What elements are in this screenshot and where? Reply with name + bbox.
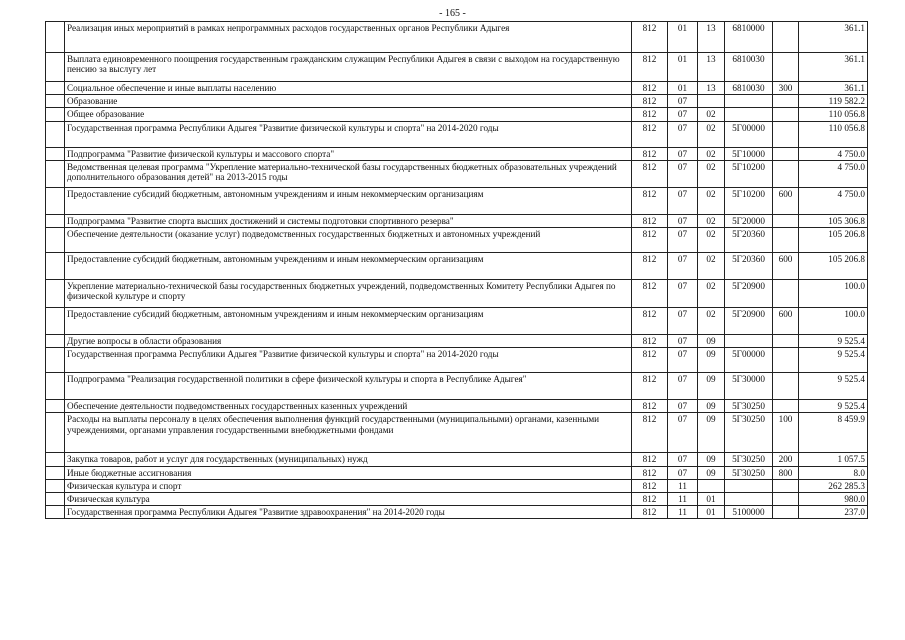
table-row <box>46 228 868 253</box>
cell-glav: 812 <box>632 187 668 214</box>
budget-table-body <box>46 22 868 519</box>
cell-expense-type: 800 <box>773 466 799 479</box>
cell-expense-type: 600 <box>773 253 799 280</box>
cell-target-article <box>725 108 773 121</box>
cell-target-article: 5Г30250 <box>725 466 773 479</box>
cell-amount: 110 056.8 <box>799 121 868 147</box>
cell-name: Государственная программа Республики Адыгея "Развитие здравоохранения" на 2014-2020 годы <box>65 506 632 519</box>
blank-cell <box>46 160 65 187</box>
cell-amount: 8.0 <box>799 466 868 479</box>
cell-subsection: 02 <box>698 253 725 280</box>
blank-cell <box>46 253 65 280</box>
cell-name: Расходы на выплаты персоналу в целях обеспечения выполнения функций государственными (муниципальными) органами, казенными учреждениями, органами управления государственными внебюджетными фондами <box>65 413 632 453</box>
cell-expense-type <box>773 160 799 187</box>
cell-amount: 110 056.8 <box>799 108 868 121</box>
table-row <box>46 506 868 519</box>
cell-target-article <box>725 95 773 108</box>
cell-section: 11 <box>668 479 698 492</box>
cell-subsection: 02 <box>698 121 725 147</box>
cell-expense-type: 600 <box>773 308 799 335</box>
cell-glav: 812 <box>632 214 668 227</box>
cell-section: 01 <box>668 82 698 95</box>
cell-expense-type: 100 <box>773 413 799 453</box>
cell-name: Закупка товаров, работ и услуг для государственных (муниципальных) нужд <box>65 453 632 466</box>
cell-target-article: 5Г30250 <box>725 400 773 413</box>
blank-cell <box>46 400 65 413</box>
cell-section: 07 <box>668 147 698 160</box>
cell-section: 07 <box>668 228 698 253</box>
cell-expense-type <box>773 335 799 348</box>
cell-amount: 980.0 <box>799 493 868 506</box>
blank-cell <box>46 95 65 108</box>
cell-subsection: 01 <box>698 493 725 506</box>
cell-amount: 1 057.5 <box>799 453 868 466</box>
cell-amount: 105 206.8 <box>799 253 868 280</box>
cell-amount: 119 582.2 <box>799 95 868 108</box>
cell-glav: 812 <box>632 413 668 453</box>
cell-subsection: 02 <box>698 187 725 214</box>
cell-subsection: 09 <box>698 453 725 466</box>
cell-name: Иные бюджетные ассигнования <box>65 466 632 479</box>
cell-target-article: 5Г00000 <box>725 348 773 373</box>
cell-expense-type <box>773 147 799 160</box>
blank-cell <box>46 453 65 466</box>
cell-expense-type <box>773 493 799 506</box>
cell-amount: 4 750.0 <box>799 147 868 160</box>
cell-section: 07 <box>668 400 698 413</box>
cell-subsection: 02 <box>698 147 725 160</box>
cell-section: 07 <box>668 373 698 400</box>
cell-glav: 812 <box>632 160 668 187</box>
cell-section: 07 <box>668 466 698 479</box>
cell-target-article: 5Г30250 <box>725 453 773 466</box>
cell-amount: 100.0 <box>799 308 868 335</box>
cell-amount: 4 750.0 <box>799 160 868 187</box>
cell-section: 07 <box>668 214 698 227</box>
cell-expense-type <box>773 280 799 308</box>
cell-name: Предоставление субсидий бюджетным, автономным учреждениям и иным некоммерческим организациям <box>65 253 632 280</box>
blank-cell <box>46 82 65 95</box>
cell-subsection <box>698 479 725 492</box>
cell-subsection: 01 <box>698 506 725 519</box>
cell-section: 11 <box>668 493 698 506</box>
blank-cell <box>46 121 65 147</box>
cell-glav: 812 <box>632 280 668 308</box>
cell-expense-type <box>773 348 799 373</box>
cell-target-article: 5Г20360 <box>725 228 773 253</box>
table-row <box>46 373 868 400</box>
table-row <box>46 108 868 121</box>
cell-glav: 812 <box>632 400 668 413</box>
table-row <box>46 400 868 413</box>
blank-cell <box>46 108 65 121</box>
cell-section: 07 <box>668 121 698 147</box>
cell-amount: 237.0 <box>799 506 868 519</box>
cell-expense-type <box>773 506 799 519</box>
cell-amount: 4 750.0 <box>799 187 868 214</box>
cell-section: 07 <box>668 95 698 108</box>
cell-target-article: 6810030 <box>725 53 773 82</box>
table-row <box>46 214 868 227</box>
cell-glav: 812 <box>632 108 668 121</box>
blank-cell <box>46 335 65 348</box>
table-row <box>46 348 868 373</box>
cell-target-article: 5Г10000 <box>725 147 773 160</box>
table-row <box>46 280 868 308</box>
cell-section: 07 <box>668 160 698 187</box>
cell-amount: 262 285.3 <box>799 479 868 492</box>
table-row <box>46 335 868 348</box>
cell-target-article: 5Г20000 <box>725 214 773 227</box>
cell-subsection: 09 <box>698 335 725 348</box>
table-row <box>46 413 868 453</box>
cell-name: Ведомственная целевая программа "Укрепление материально-технической базы государственных бюджетных образовательных учреждений дополнительного образования детей" на 2013-2015 годы <box>65 160 632 187</box>
cell-section: 07 <box>668 280 698 308</box>
table-row <box>46 493 868 506</box>
budget-table <box>45 21 868 519</box>
cell-expense-type <box>773 214 799 227</box>
cell-target-article: 5100000 <box>725 506 773 519</box>
table-row <box>46 121 868 147</box>
cell-section: 07 <box>668 348 698 373</box>
cell-subsection: 09 <box>698 466 725 479</box>
cell-expense-type <box>773 373 799 400</box>
blank-cell <box>46 466 65 479</box>
blank-cell <box>46 506 65 519</box>
cell-section: 07 <box>668 187 698 214</box>
cell-glav: 812 <box>632 348 668 373</box>
cell-expense-type <box>773 108 799 121</box>
cell-amount: 361.1 <box>799 82 868 95</box>
cell-amount: 105 206.8 <box>799 228 868 253</box>
cell-target-article <box>725 479 773 492</box>
cell-amount: 361.1 <box>799 22 868 53</box>
cell-target-article <box>725 335 773 348</box>
cell-amount: 361.1 <box>799 53 868 82</box>
cell-amount: 9 525.4 <box>799 335 868 348</box>
cell-glav: 812 <box>632 335 668 348</box>
cell-section: 07 <box>668 335 698 348</box>
cell-expense-type: 600 <box>773 187 799 214</box>
cell-name: Государственная программа Республики Адыгея "Развитие физической культуры и спорта" на 2014-2020 годы <box>65 121 632 147</box>
blank-cell <box>46 53 65 82</box>
cell-section: 11 <box>668 506 698 519</box>
blank-cell <box>46 228 65 253</box>
cell-subsection <box>698 95 725 108</box>
cell-glav: 812 <box>632 82 668 95</box>
cell-expense-type: 300 <box>773 82 799 95</box>
cell-glav: 812 <box>632 147 668 160</box>
cell-target-article: 5Г10200 <box>725 187 773 214</box>
cell-subsection: 09 <box>698 413 725 453</box>
table-row <box>46 95 868 108</box>
cell-glav: 812 <box>632 95 668 108</box>
cell-name: Подпрограмма "Реализация государственной политики в сфере физической культуры и спорта в Республике Адыгея" <box>65 373 632 400</box>
cell-glav: 812 <box>632 493 668 506</box>
cell-name: Общее образование <box>65 108 632 121</box>
table-row <box>46 466 868 479</box>
cell-glav: 812 <box>632 479 668 492</box>
cell-expense-type: 200 <box>773 453 799 466</box>
cell-name: Физическая культура <box>65 493 632 506</box>
cell-section: 01 <box>668 53 698 82</box>
cell-glav: 812 <box>632 253 668 280</box>
cell-glav: 812 <box>632 506 668 519</box>
cell-subsection: 02 <box>698 214 725 227</box>
cell-expense-type <box>773 95 799 108</box>
cell-glav: 812 <box>632 228 668 253</box>
cell-name: Другие вопросы в области образования <box>65 335 632 348</box>
cell-target-article: 5Г30000 <box>725 373 773 400</box>
cell-subsection: 09 <box>698 373 725 400</box>
table-row <box>46 453 868 466</box>
table-row <box>46 253 868 280</box>
table-row <box>46 147 868 160</box>
table-row <box>46 22 868 53</box>
cell-glav: 812 <box>632 453 668 466</box>
cell-name: Подпрограмма "Развитие спорта высших достижений и системы подготовки спортивного резерва" <box>65 214 632 227</box>
cell-amount: 105 306.8 <box>799 214 868 227</box>
cell-section: 07 <box>668 108 698 121</box>
cell-target-article: 5Г30250 <box>725 413 773 453</box>
blank-cell <box>46 214 65 227</box>
cell-target-article: 5Г00000 <box>725 121 773 147</box>
table-row <box>46 308 868 335</box>
cell-glav: 812 <box>632 121 668 147</box>
blank-cell <box>46 348 65 373</box>
cell-target-article: 5Г20900 <box>725 280 773 308</box>
blank-cell <box>46 147 65 160</box>
cell-amount: 8 459.9 <box>799 413 868 453</box>
cell-amount: 9 525.4 <box>799 400 868 413</box>
cell-section: 07 <box>668 413 698 453</box>
blank-cell <box>46 308 65 335</box>
table-row <box>46 53 868 82</box>
cell-subsection: 02 <box>698 160 725 187</box>
cell-section: 07 <box>668 308 698 335</box>
cell-glav: 812 <box>632 373 668 400</box>
cell-target-article: 5Г20900 <box>725 308 773 335</box>
cell-expense-type <box>773 400 799 413</box>
cell-name: Предоставление субсидий бюджетным, автономным учреждениям и иным некоммерческим организациям <box>65 308 632 335</box>
blank-cell <box>46 22 65 53</box>
cell-glav: 812 <box>632 53 668 82</box>
cell-expense-type <box>773 479 799 492</box>
cell-glav: 812 <box>632 466 668 479</box>
cell-subsection: 13 <box>698 82 725 95</box>
cell-expense-type <box>773 121 799 147</box>
page-number: - 165 - <box>439 8 466 19</box>
cell-glav: 812 <box>632 308 668 335</box>
table-row <box>46 479 868 492</box>
blank-cell <box>46 373 65 400</box>
cell-expense-type <box>773 53 799 82</box>
cell-name: Обеспечение деятельности (оказание услуг) подведомственных государственных бюджетных и автономных учреждений <box>65 228 632 253</box>
cell-section: 07 <box>668 453 698 466</box>
cell-subsection: 02 <box>698 228 725 253</box>
blank-cell <box>46 280 65 308</box>
table-row <box>46 160 868 187</box>
cell-subsection: 13 <box>698 22 725 53</box>
cell-target-article: 6810000 <box>725 22 773 53</box>
cell-name: Образование <box>65 95 632 108</box>
cell-amount: 9 525.4 <box>799 373 868 400</box>
cell-name: Подпрограмма "Развитие физической культуры и массового спорта" <box>65 147 632 160</box>
cell-name: Предоставление субсидий бюджетным, автономным учреждениям и иным некоммерческим организациям <box>65 187 632 214</box>
cell-subsection: 13 <box>698 53 725 82</box>
cell-name: Государственная программа Республики Адыгея "Развитие физической культуры и спорта" на 2014-2020 годы <box>65 348 632 373</box>
cell-target-article: 5Г20360 <box>725 253 773 280</box>
cell-subsection: 02 <box>698 108 725 121</box>
cell-name: Обеспечение деятельности подведомственных государственных казенных учреждений <box>65 400 632 413</box>
cell-expense-type <box>773 228 799 253</box>
cell-name: Выплата единовременного поощрения государственным гражданским служащим Республики Адыгея в связи с выходом на государственную пенсию за выслугу лет <box>65 53 632 82</box>
cell-target-article <box>725 493 773 506</box>
cell-section: 07 <box>668 253 698 280</box>
cell-subsection: 09 <box>698 348 725 373</box>
cell-subsection: 09 <box>698 400 725 413</box>
cell-name: Реализация иных мероприятий в рамках непрограммных расходов государственных органов Республики Адыгея <box>65 22 632 53</box>
blank-cell <box>46 413 65 453</box>
blank-cell <box>46 493 65 506</box>
table-row <box>46 187 868 214</box>
cell-target-article: 6810030 <box>725 82 773 95</box>
cell-target-article: 5Г10200 <box>725 160 773 187</box>
cell-name: Укрепление материально-технической базы государственных бюджетных учреждений, подведомственных Комитету Республики Адыгея по физической культуре и спорту <box>65 280 632 308</box>
cell-amount: 100.0 <box>799 280 868 308</box>
cell-section: 01 <box>668 22 698 53</box>
cell-name: Физическая культура и спорт <box>65 479 632 492</box>
cell-glav: 812 <box>632 22 668 53</box>
blank-cell <box>46 187 65 214</box>
table-row <box>46 82 868 95</box>
cell-amount: 9 525.4 <box>799 348 868 373</box>
cell-subsection: 02 <box>698 280 725 308</box>
blank-cell <box>46 479 65 492</box>
cell-subsection: 02 <box>698 308 725 335</box>
cell-expense-type <box>773 22 799 53</box>
cell-name: Социальное обеспечение и иные выплаты населению <box>65 82 632 95</box>
